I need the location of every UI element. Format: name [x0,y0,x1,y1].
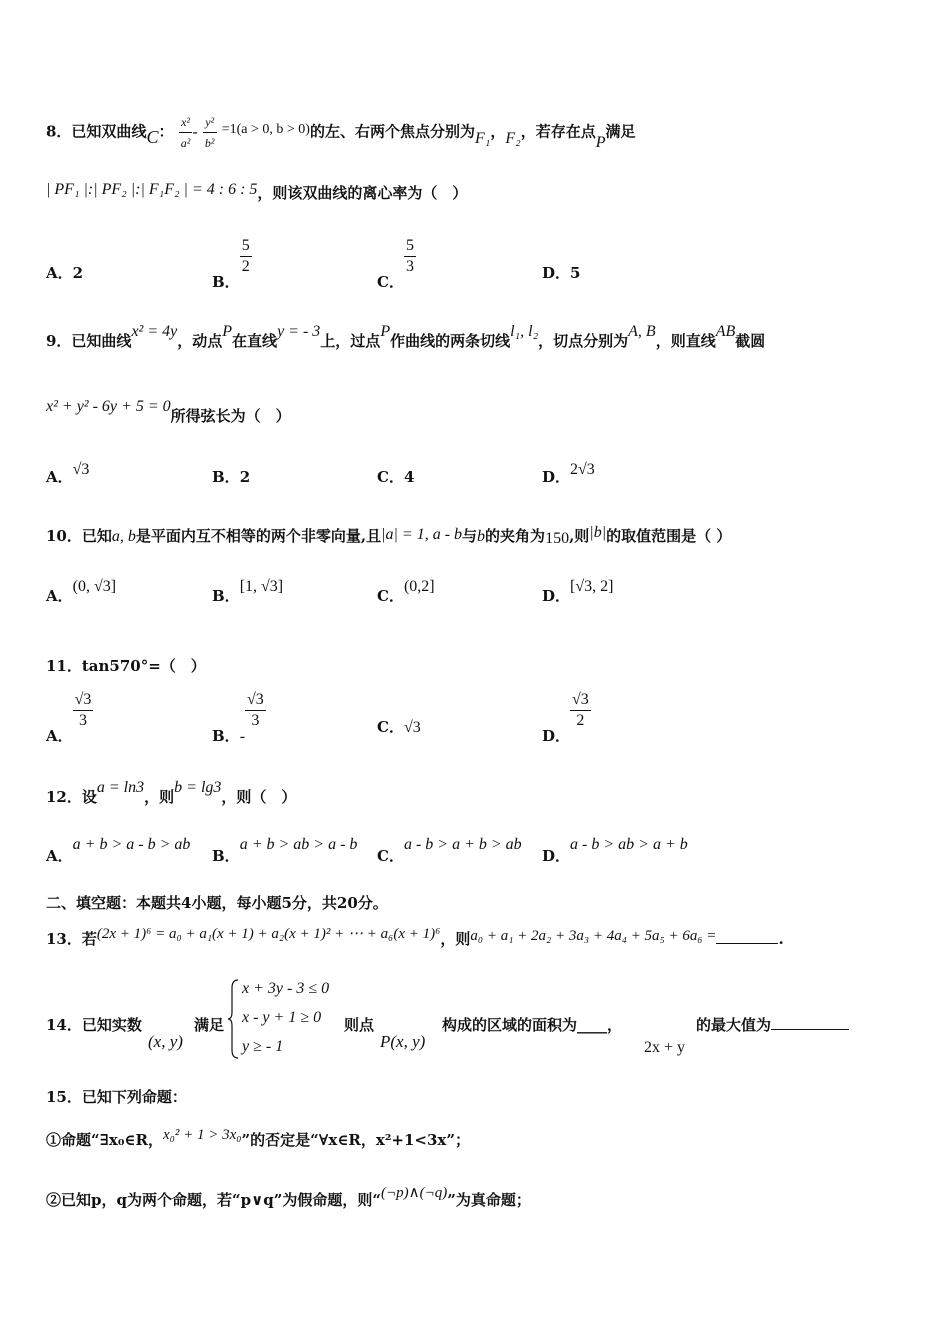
q12-b-def: b = lg3 [174,779,222,796]
q8-curve-name: C [146,126,159,147]
q8-stem-mid: 的左、右两个焦点分别为 [309,122,475,141]
q13-expansion: (2x + 1)⁶ = a₀ + a₁(x + 1) + a₂(x + 1)² + ⋯ + a₆(x + 1)⁶ [96,926,441,942]
q9-option-b: B．2 [212,468,251,486]
q11-stem: 11．tan570°=（ ） [46,657,206,675]
q10-vector-b: b [477,528,486,545]
q14-ineq-1: x + 3y - 3 ≤ 0 [242,980,330,997]
q14-pxy: P(x, y) [380,1032,426,1051]
q11-option-b: B．- $\frac{√3}{3}$ [212,691,264,745]
q10-line1: 10．已知a, b是平面内互不相等的两个非零向量,且|a| = 1, a - b与b的夹角为150,则|b|的取值范围是（ ） [46,524,732,547]
q10-abs-b: |b| [589,524,607,541]
q14-satisfy: 满足 [194,1016,225,1034]
q8-line2 [46,182,467,203]
q14-system [242,974,329,1061]
q10-condition: |a| = 1, a - b [381,526,463,543]
q8-frac2: $\frac{\text{y²}}{\text{b²}}$ [203,112,217,153]
section-heading: 二、填空题：本题共4小题，每小题5分，共20分。 [46,894,388,912]
q14-ineq-2: x - y + 1 ≥ 0 [242,1009,322,1026]
q9-option-d: D．2√3 [542,461,595,486]
q14-xy: (x, y) [148,1032,183,1051]
q12-stem: 12．设a = ln3，则b = lg3，则（ ） [46,779,297,806]
q10-option-d: D．[√3, 2] [542,578,614,605]
q15-title: 15．已知下列命题： [46,1088,187,1106]
q9-line2: x² + y² - 6y + 5 = 0所得弦长为（ ） [46,398,291,425]
q8-question: ，则该双曲线的离心率为（ ） [257,184,468,202]
q9-option-a: A．√3 [46,461,90,486]
q15-item2-math: (¬p)∧(¬q) [381,1185,448,1201]
q9-line-ab: AB [715,323,736,340]
q14-stem-a: 14．已知实数 [46,1016,142,1034]
q8-stem-start: 8．已知双曲线 [46,122,147,141]
q14-expr: 2x + y [644,1039,686,1056]
q9-option-c: C．4 [377,468,415,486]
q14-answer-blank [771,1029,849,1030]
q10-angle: 150 [545,530,570,547]
q10-option-b: B．[1, √3] [212,578,284,605]
q8-colon: ： [158,122,174,141]
q15-item1: ①命题“∃x₀∈R，x₀² + 1 > 3x₀”的否定是“∀x∈R，x²+1<3x”； [46,1127,470,1149]
q8-stem-c: ，若存在点 [520,122,596,141]
q9-circle-eq: x² + y² - 6y + 5 = 0 [46,398,171,415]
q15-item1-math: x₀² + 1 > 3x₀ [163,1127,242,1143]
q8-line1 [46,112,636,153]
q8-option-a: A．2 [46,264,84,282]
q11-option-a: A． $\frac{√3}{3}$ [46,691,92,745]
q10-option-a: A．(0, √3] [46,578,117,605]
q13-answer-blank [716,943,778,944]
q14-area-text: 构成的区域的面积为____， [442,1016,623,1034]
q9-line-eq: y = - 3 [277,323,321,340]
q9-point-p: P [222,323,233,340]
q14-ineq-3: y ≥ - 1 [242,1038,284,1055]
q12-a-def: a = ln3 [96,779,145,796]
q8-minus: - [192,123,198,141]
q12-option-a: A．a + b > a - b > ab [46,836,191,865]
q15-item2: ②已知p，q为两个命题，若“p∨q”为假命题，则“(¬p)∧(¬q)”为真命题； [46,1185,531,1209]
q9-curve-eq: x² = 4y [131,323,178,340]
q11-option-c: C．√3 [377,718,421,736]
q13-sum: a₀ + a₁ + 2a₂ + 3a₃ + 4a₄ + 5a₅ + 6a₆ = [470,928,717,944]
q8-frac1: $\frac{\text{x²}}{\text{a²}}$ [179,112,193,153]
q8-option-b: B． $\frac{5}{2}$ [212,237,250,291]
q11-option-d: D． $\frac{√3}{2}$ [542,691,589,745]
q14-brace [228,978,240,1060]
q14-max-text: 的最大值为 [696,1014,849,1035]
q8-comma: ， [490,122,506,141]
q9-points-ab: A, B [628,323,656,340]
q10-option-c: C．(0,2] [377,578,435,605]
q9-line1: 9．已知曲线x² = 4y，动点P在直线y = - 3上，过点P作曲线的两条切线l₁, l₂，切点分别为A, B，则直线AB截圆 [46,323,766,350]
q12-option-d: D．a - b > ab > a + b [542,836,688,865]
q8-option-d: D．5 [542,264,581,282]
q9-tangents: l₁, l₂ [510,323,539,340]
q14-then-point: 则点 [344,1016,375,1034]
q13-stem: 13．若(2x + 1)⁶ = a₀ + a₁(x + 1) + a₂(x + 1)² + ⋯ + a₆(x + 1)⁶，则a₀ + a₁ + 2a₂ + 3a₃ + 4a₄ + 5a₅ + 6a₆ = . [46,926,784,948]
q12-option-c: C．a - b > a + b > ab [377,836,522,865]
q8-point-p: P [595,133,606,151]
q12-option-b: B．a + b > ab > a - b [212,836,358,865]
q8-ratio: | PF₁ |:| PF₂ |:| F₁F₂ | = 4 : 6 : 5 [46,181,258,198]
q8-option-c: C． $\frac{5}{3}$ [377,237,414,291]
q9-point-p2: P [380,323,391,340]
q8-stem-end: 满足 [605,122,636,141]
q8-f2: F₂ [505,129,521,147]
q8-f1: F₁ [474,129,491,147]
q8-eq-rest: =1(a > 0, b > 0) [221,121,310,137]
q10-vectors: a, b [111,528,136,545]
